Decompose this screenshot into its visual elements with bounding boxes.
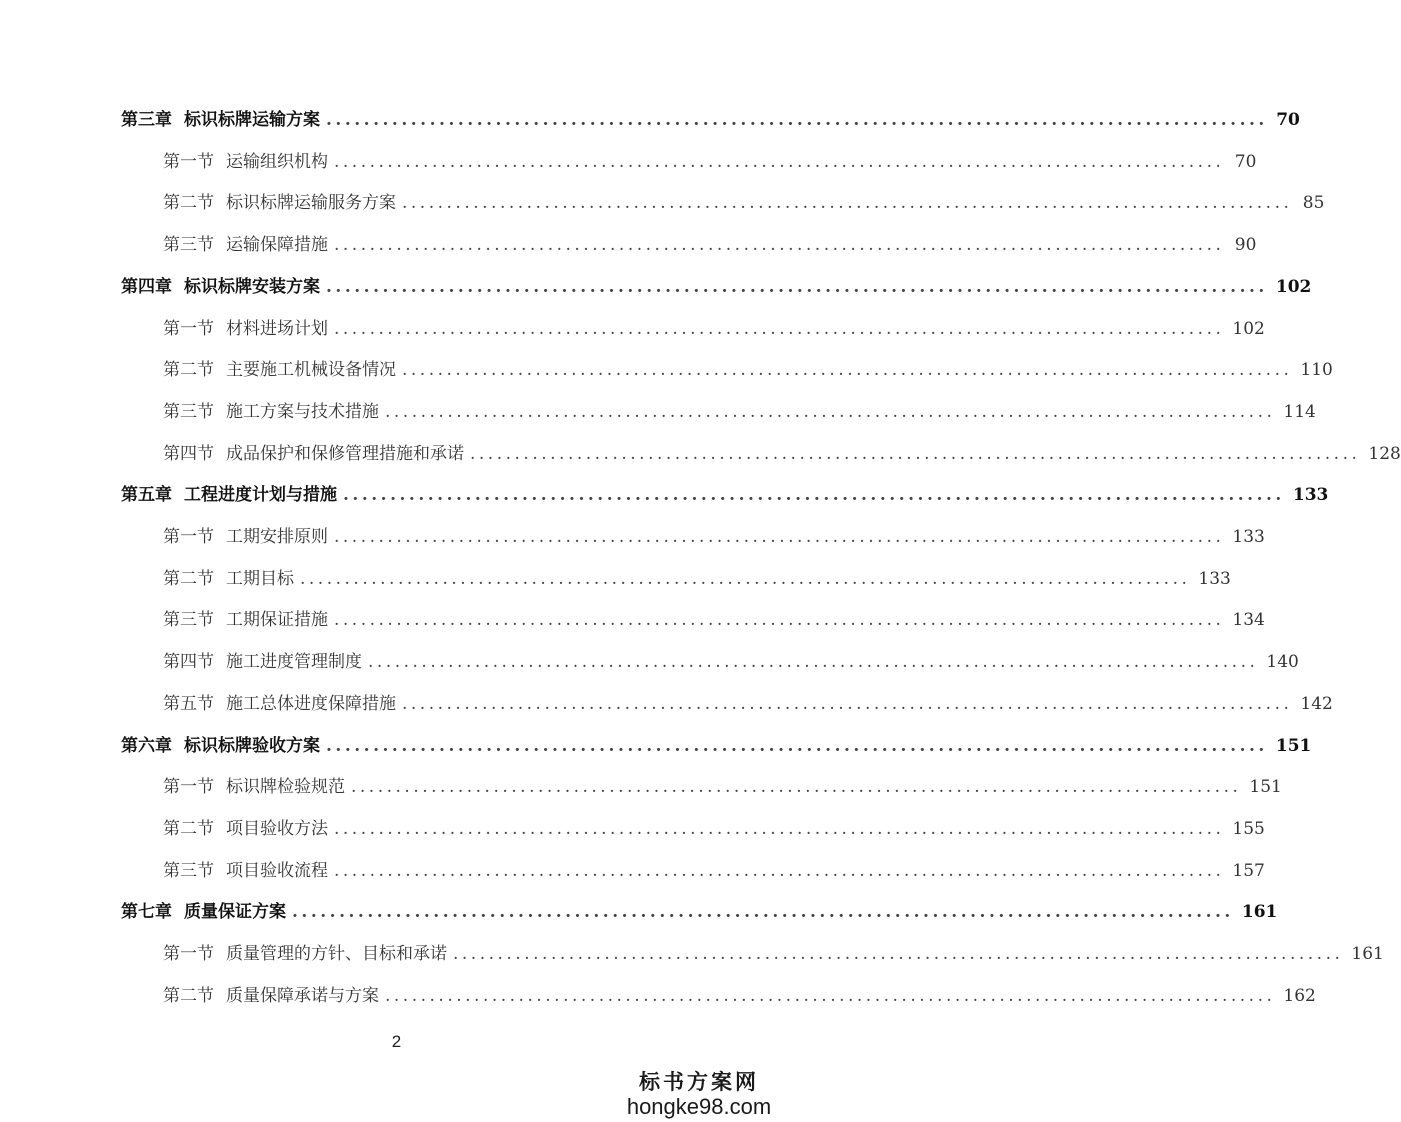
- toc-entry-label: 第七章: [121, 902, 172, 922]
- toc-entry-title: 材料进场计划: [226, 319, 328, 339]
- toc-leader-dots: [453, 944, 1343, 964]
- toc-entry-label: 第一节: [163, 319, 214, 339]
- toc-entry-page: 133: [1292, 485, 1329, 505]
- toc-entry-label: 第一节: [163, 777, 214, 797]
- toc-leader-dots: [402, 694, 1292, 714]
- toc-entry-title: 运输组织机构: [226, 152, 328, 172]
- toc-section-entry: [163, 647, 1299, 672]
- toc-leader-dots: [334, 819, 1224, 839]
- toc-chapter-entry: [121, 731, 1312, 756]
- toc-chapter-entry: [121, 897, 1278, 922]
- toc-entry-label: 第四节: [163, 444, 214, 464]
- toc-chapter-entry: [121, 272, 1312, 297]
- toc-entry-label: 第三节: [163, 861, 214, 881]
- toc-entry-label: 第六章: [121, 736, 172, 756]
- toc-entry-page: 157: [1232, 861, 1265, 881]
- toc-section-entry: [163, 439, 1401, 464]
- toc-entry-page: 134: [1232, 610, 1265, 630]
- toc-entry-page: 162: [1283, 986, 1316, 1006]
- toc-section-entry: [163, 355, 1333, 380]
- toc-section-entry: [163, 772, 1282, 797]
- toc-entry-page: 142: [1300, 694, 1333, 714]
- toc-section-entry: [163, 230, 1257, 255]
- page-number: 2: [391, 1032, 402, 1051]
- toc-entry-title: 工期目标: [226, 569, 294, 589]
- toc-entry-title: 标识标牌运输方案: [184, 110, 320, 130]
- toc-entry-label: 第二节: [163, 569, 214, 589]
- toc-leader-dots: [326, 736, 1268, 756]
- toc-section-entry: [163, 814, 1265, 839]
- toc-entry-page: 110: [1300, 360, 1333, 380]
- toc-entry-label: 第一节: [163, 527, 214, 547]
- toc-section-entry: [163, 188, 1325, 213]
- toc-entry-page: 151: [1249, 777, 1282, 797]
- watermark-site-name: 标书方案网: [639, 1069, 759, 1094]
- toc-entry-page: 70: [1276, 110, 1300, 130]
- toc-section-entry: [163, 605, 1265, 630]
- toc-section-entry: [163, 522, 1265, 547]
- toc-entry-title: 工期保证措施: [226, 610, 328, 630]
- toc-entry-title: 施工进度管理制度: [226, 652, 362, 672]
- toc-chapter-entry: [121, 105, 1300, 130]
- toc-entry-label: 第五节: [163, 694, 214, 714]
- toc-leader-dots: [470, 444, 1360, 464]
- toc-leader-dots: [326, 110, 1268, 130]
- toc-entry-title: 项目验收方法: [226, 819, 328, 839]
- toc-entry-label: 第三节: [163, 235, 214, 255]
- toc-entry-label: 第二节: [163, 986, 214, 1006]
- toc-entry-page: 151: [1275, 736, 1312, 756]
- toc-entry-page: 85: [1302, 193, 1325, 213]
- watermark-url: hongke98.com: [626, 1094, 772, 1119]
- toc-entry-label: 第三节: [163, 402, 214, 422]
- toc-leader-dots: [334, 235, 1224, 255]
- toc-entry-page: 140: [1266, 652, 1299, 672]
- toc-entry-page: 128: [1368, 444, 1401, 464]
- toc-entry-title: 标识标牌验收方案: [184, 736, 320, 756]
- toc-entry-title: 标识牌检验规范: [226, 777, 345, 797]
- toc-entry-label: 第二节: [163, 193, 214, 213]
- toc-entry-page: 155: [1232, 819, 1265, 839]
- toc-entry-title: 项目验收流程: [226, 861, 328, 881]
- toc-entry-label: 第二节: [163, 360, 214, 380]
- toc-entry-page: 133: [1198, 569, 1231, 589]
- toc-leader-dots: [334, 610, 1224, 630]
- toc-leader-dots: [351, 777, 1241, 797]
- toc-leader-dots: [334, 319, 1224, 339]
- toc-entry-page: 114: [1283, 402, 1316, 422]
- toc-section-entry: [163, 856, 1265, 881]
- toc-entry-title: 质量保障承诺与方案: [226, 986, 379, 1006]
- toc-entry-label: 第五章: [121, 485, 172, 505]
- toc-leader-dots: [343, 485, 1285, 505]
- toc-leader-dots: [402, 360, 1292, 380]
- toc-section-entry: [163, 314, 1265, 339]
- toc-entry-page: 161: [1351, 944, 1384, 964]
- toc-leader-dots: [385, 986, 1275, 1006]
- toc-section-entry: [163, 689, 1333, 714]
- toc-entry-page: 90: [1234, 235, 1257, 255]
- toc-entry-title: 标识标牌运输服务方案: [226, 193, 396, 213]
- toc-entry-label: 第四节: [163, 652, 214, 672]
- toc-entry-title: 质量管理的方针、目标和承诺: [226, 944, 447, 964]
- toc-entry-label: 第三节: [163, 610, 214, 630]
- toc-entry-title: 施工总体进度保障措施: [226, 694, 396, 714]
- toc-entry-page: 133: [1232, 527, 1265, 547]
- toc-section-entry: [163, 564, 1231, 589]
- toc-entry-page: 102: [1275, 277, 1312, 297]
- toc-entry-title: 主要施工机械设备情况: [226, 360, 396, 380]
- toc-entry-title: 运输保障措施: [226, 235, 328, 255]
- toc-section-entry: [163, 397, 1316, 422]
- toc-leader-dots: [300, 569, 1190, 589]
- toc-entry-title: 施工方案与技术措施: [226, 402, 379, 422]
- toc-entry-page: 102: [1232, 319, 1265, 339]
- toc-leader-dots: [368, 652, 1258, 672]
- toc-leader-dots: [326, 277, 1268, 297]
- toc-leader-dots: [334, 152, 1224, 172]
- toc-entry-label: 第一节: [163, 944, 214, 964]
- toc-section-entry: [163, 147, 1257, 172]
- toc-section-entry: [163, 981, 1316, 1006]
- toc-entry-title: 工期安排原则: [226, 527, 328, 547]
- toc-section-entry: [163, 939, 1384, 964]
- toc-entry-page: 161: [1241, 902, 1278, 922]
- toc-entry-label: 第三章: [121, 110, 172, 130]
- toc-entry-label: 第四章: [121, 277, 172, 297]
- toc-entry-title: 质量保证方案: [184, 902, 286, 922]
- toc-entry-title: 标识标牌安装方案: [184, 277, 320, 297]
- toc-leader-dots: [292, 902, 1234, 922]
- toc-leader-dots: [334, 527, 1224, 547]
- toc-entry-page: 70: [1234, 152, 1257, 172]
- toc-entry-title: 工程进度计划与措施: [184, 485, 337, 505]
- watermark-logo: [619, 1066, 779, 1120]
- toc-leader-dots: [334, 861, 1224, 881]
- toc-leader-dots: [385, 402, 1275, 422]
- toc-entry-title: 成品保护和保修管理措施和承诺: [226, 444, 464, 464]
- toc-chapter-entry: [121, 480, 1329, 505]
- toc-leader-dots: [402, 193, 1292, 213]
- toc-entry-label: 第一节: [163, 152, 214, 172]
- toc-entry-label: 第二节: [163, 819, 214, 839]
